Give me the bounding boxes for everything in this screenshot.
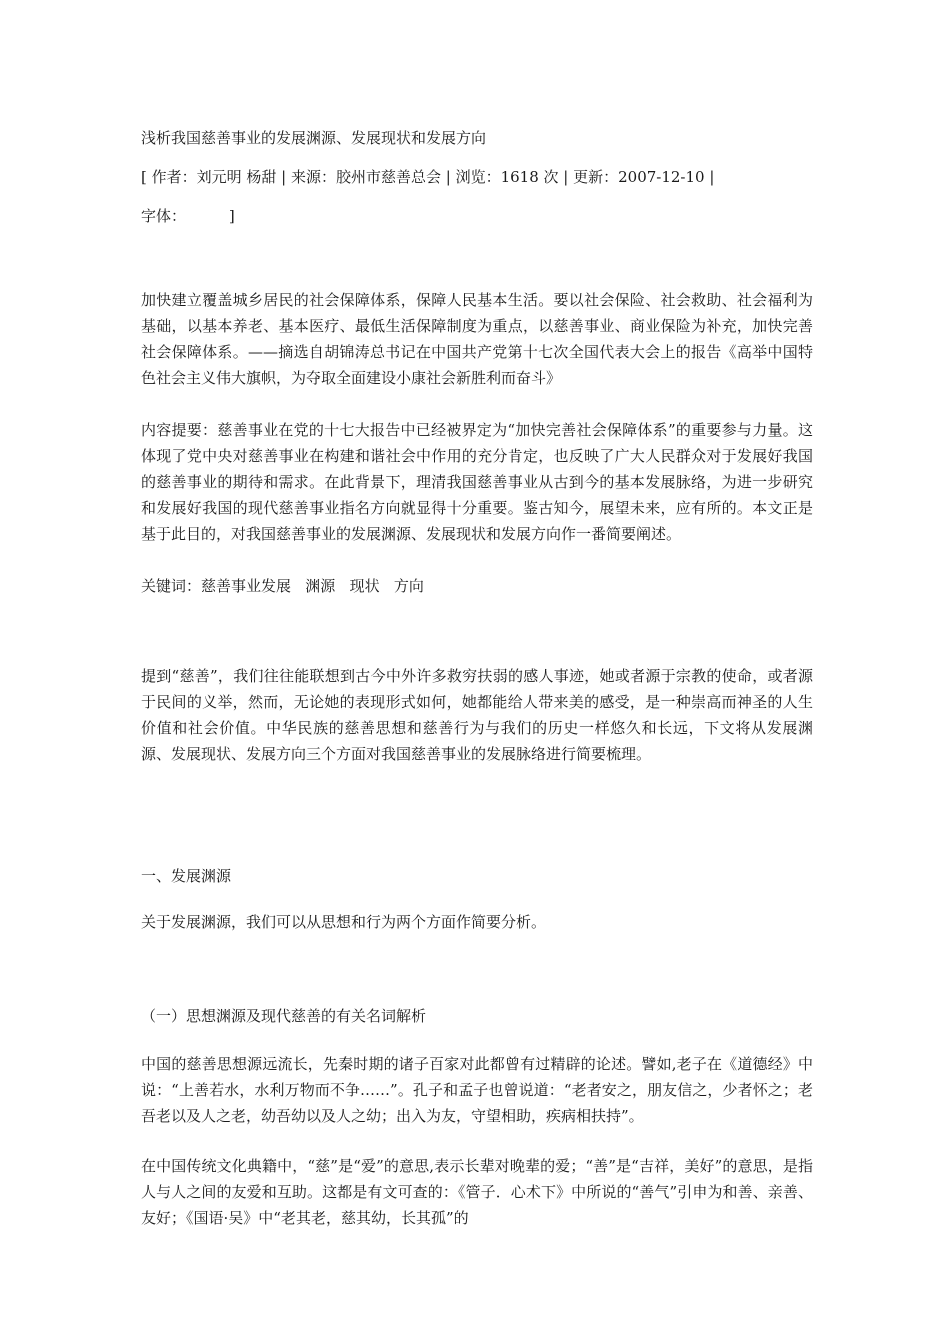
article-meta-line-1: [ 作者：刘元明 杨甜 | 来源：胶州市慈善总会 | 浏览：1618 次 | 更新：2007-12-10 | [141, 168, 715, 186]
abstract-paragraph: 内容提要：慈善事业在党的十七大报告中已经被界定为“加快完善社会保障体系”的重要参与力量。这体现了党中央对慈善事业在构建和谐社会中作用的充分肯定，也反映了广大人民群众对于发展好我国的慈善事业的期待和需求。在此背景下，理清我国慈善事业从古到今的基本发展脉络，为进一步研究和发展好我国的现代慈善事业指名方向就显得十分重要。鉴古知今，展望未来，应有所的。本文正是基于此目的，对我国慈善事业的发展渊源、发展现状和发展方向作一番简要阐述。 [141, 421, 813, 543]
spacer [141, 767, 813, 863]
spacer [141, 1129, 813, 1153]
terms-paragraph: 在中国传统文化典籍中，“慈”是“爱”的意思,表示长辈对晚辈的爱；“善”是“吉祥，美好”的意思，是指人与人之间的友爱和互助。这都是有文可查的：《管子．心术下》中所说的“善气”引申为和善、亲善、友好；《国语·吴》中“老其老，慈其幼，长其孤”的 [141, 1157, 813, 1227]
subsection-heading: （一）思想渊源及现代慈善的有关名词解析 [141, 1007, 427, 1025]
quote-paragraph: 加快建立覆盖城乡居民的社会保障体系，保障人民基本生活。要以社会保险、社会救助、社会福利为基础，以基本养老、基本医疗、最低生活保障制度为重点，以慈善事业、商业保险为补充，加快完善社会保障体系。——摘选自胡锦涛总书记在中国共产党第十七次全国代表大会上的报告《高举中国特色社会主义伟大旗帜，为夺取全面建设小康社会新胜利而奋斗》 [141, 291, 813, 387]
section-heading: 一、发展渊源 [141, 867, 232, 885]
spacer [141, 547, 813, 573]
spacer [141, 935, 813, 1003]
spacer [141, 1029, 813, 1051]
intro-paragraph: 提到“慈善”，我们往往能联想到古今中外许多救穷扶弱的感人事迹，她或者源于宗教的使命，或者源于民间的义举，然而，无论她的表现形式如何，她都能给人带来美的感受，是一种崇高而神圣的人生价值和社会价值。中华民族的慈善思想和慈善行为与我们的历史一样悠久和长远，下文将从发展渊源、发展现状、发展方向三个方面对我国慈善事业的发展脉络进行简要梳理。 [141, 667, 813, 763]
article-page [141, 126, 813, 1231]
section-intro: 关于发展渊源，我们可以从思想和行为两个方面作简要分析。 [141, 913, 547, 931]
spacer [141, 599, 813, 663]
spacer [141, 243, 813, 287]
article-title: 浅析我国慈善事业的发展渊源、发展现状和发展方向 [141, 129, 487, 147]
article-meta-line-2: 字体： ] [141, 207, 235, 225]
spacer [141, 889, 813, 909]
keywords-line: 关键词：慈善事业发展 渊源 现状 方向 [141, 577, 424, 595]
spacer [141, 391, 813, 417]
origin-paragraph: 中国的慈善思想源远流长，先秦时期的诸子百家对此都曾有过精辟的论述。譬如,老子在《道德经》中说：“上善若水，水利万物而不争……”。孔子和孟子也曾说道：“老者安之，朋友信之，少者怀之；老吾老以及人之老，幼吾幼以及人之幼；出入为友，守望相助，疾病相扶持”。 [141, 1055, 813, 1125]
